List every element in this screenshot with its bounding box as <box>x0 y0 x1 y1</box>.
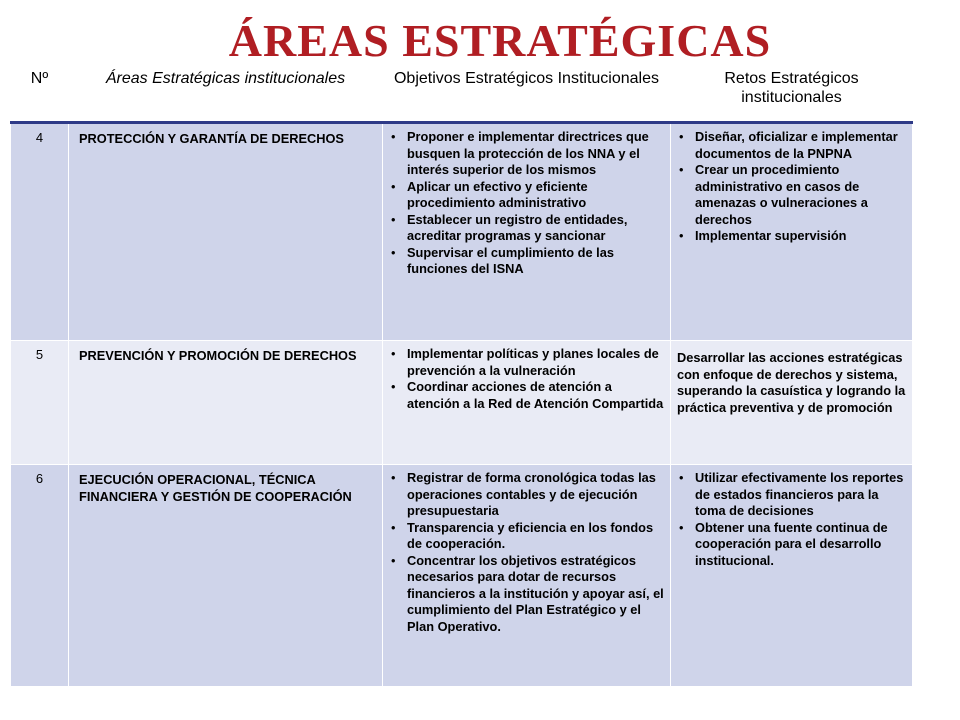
objetivos-list <box>389 470 664 635</box>
bullet-icon: • <box>679 470 684 485</box>
retos-cell <box>671 341 913 465</box>
row-number: 5 <box>11 341 69 465</box>
bullet-icon: • <box>391 346 396 361</box>
header-areas: Áreas Estratégicas institucionales <box>69 69 383 123</box>
list-item: • Registrar de forma cronológica todas las operaciones contables y de ejecución presupuestaria <box>391 470 656 518</box>
list-item: • Proponer e implementar directrices que busquen la protección de los NNA y el interés superior de los mismos <box>391 129 649 177</box>
retos-list <box>677 470 906 569</box>
list-item: • Diseñar, oficializar e implementar documentos de la PNPNA <box>679 129 898 161</box>
retos-cell <box>671 123 913 341</box>
header-objetivos: Objetivos Estratégicos Institucionales <box>383 69 671 123</box>
bullet-icon: • <box>679 228 684 243</box>
list-item: • Obtener una fuente continua de cooperación para el desarrollo institucional. <box>679 519 888 568</box>
bullet-icon: • <box>679 162 684 177</box>
bullet-icon: • <box>391 552 396 568</box>
area-name: PREVENCIÓN Y PROMOCIÓN DE DERECHOS <box>69 341 383 465</box>
row-number: 4 <box>11 123 69 341</box>
area-name: PROTECCIÓN Y GARANTÍA DE DERECHOS <box>69 123 383 341</box>
list-item: • Transparencia y eficiencia en los fondos de cooperación. <box>391 519 654 551</box>
objetivos-cell <box>383 465 671 687</box>
bullet-icon: • <box>391 519 396 535</box>
list-item: • Concentrar los objetivos estratégicos necesarios para dotar de recursos financieros a la institución y apoyar así, el cumplimiento del Plan Estratégico y el Plan Operativo. <box>391 552 664 634</box>
row-number: 6 <box>11 465 69 687</box>
bullet-icon: • <box>391 178 396 194</box>
bullet-icon: • <box>679 519 684 535</box>
header-retos: Retos Estratégicos institucionales <box>671 69 913 123</box>
objetivos-list <box>389 346 664 412</box>
area-name: EJECUCIÓN OPERACIONAL, TÉCNICA FINANCIERA Y GESTIÓN DE COOPERACIÓN <box>69 465 383 687</box>
page-title: ÁREAS ESTRATÉGICAS <box>228 15 772 66</box>
objetivos-cell <box>383 123 671 341</box>
list-item: • Coordinar acciones de atención a atención a la Red de Atención Compartida <box>391 379 664 411</box>
table-row <box>11 465 913 687</box>
list-item: • Supervisar el cumplimiento de las funciones del ISNA <box>391 244 614 276</box>
table-row <box>11 341 913 465</box>
bullet-icon: • <box>391 470 396 485</box>
list-item: • Implementar supervisión <box>679 228 847 243</box>
retos-list <box>677 129 906 245</box>
list-item: • Aplicar un efectivo y eficiente procedimiento administrativo <box>391 178 588 210</box>
objetivos-cell <box>383 341 671 465</box>
bullet-icon: • <box>391 211 396 227</box>
bullet-icon: • <box>391 244 396 260</box>
retos-cell <box>671 465 913 687</box>
list-item: • Establecer un registro de entidades, acreditar programas y sancionar <box>391 211 628 243</box>
retos-text: Desarrollar las acciones estratégicas con enfoque de derechos y sistema, superando la casuística y logrando la práctica preventiva y de promoción <box>677 350 906 415</box>
bullet-icon: • <box>679 129 684 144</box>
header-num: Nº <box>11 69 69 123</box>
table-row <box>11 123 913 341</box>
list-item: • Implementar políticas y planes locales de prevención a la vulneración <box>391 346 659 378</box>
bullet-icon: • <box>391 379 396 394</box>
strategic-areas-table <box>10 68 913 687</box>
list-item: • Utilizar efectivamente los reportes de estados financieros para la toma de decisiones <box>679 470 904 518</box>
header-row <box>11 69 913 123</box>
list-item: • Crear un procedimiento administrativo en casos de amenazas o vulneraciones a derechos <box>679 162 868 227</box>
bullet-icon: • <box>391 129 396 144</box>
objetivos-list <box>389 129 664 278</box>
